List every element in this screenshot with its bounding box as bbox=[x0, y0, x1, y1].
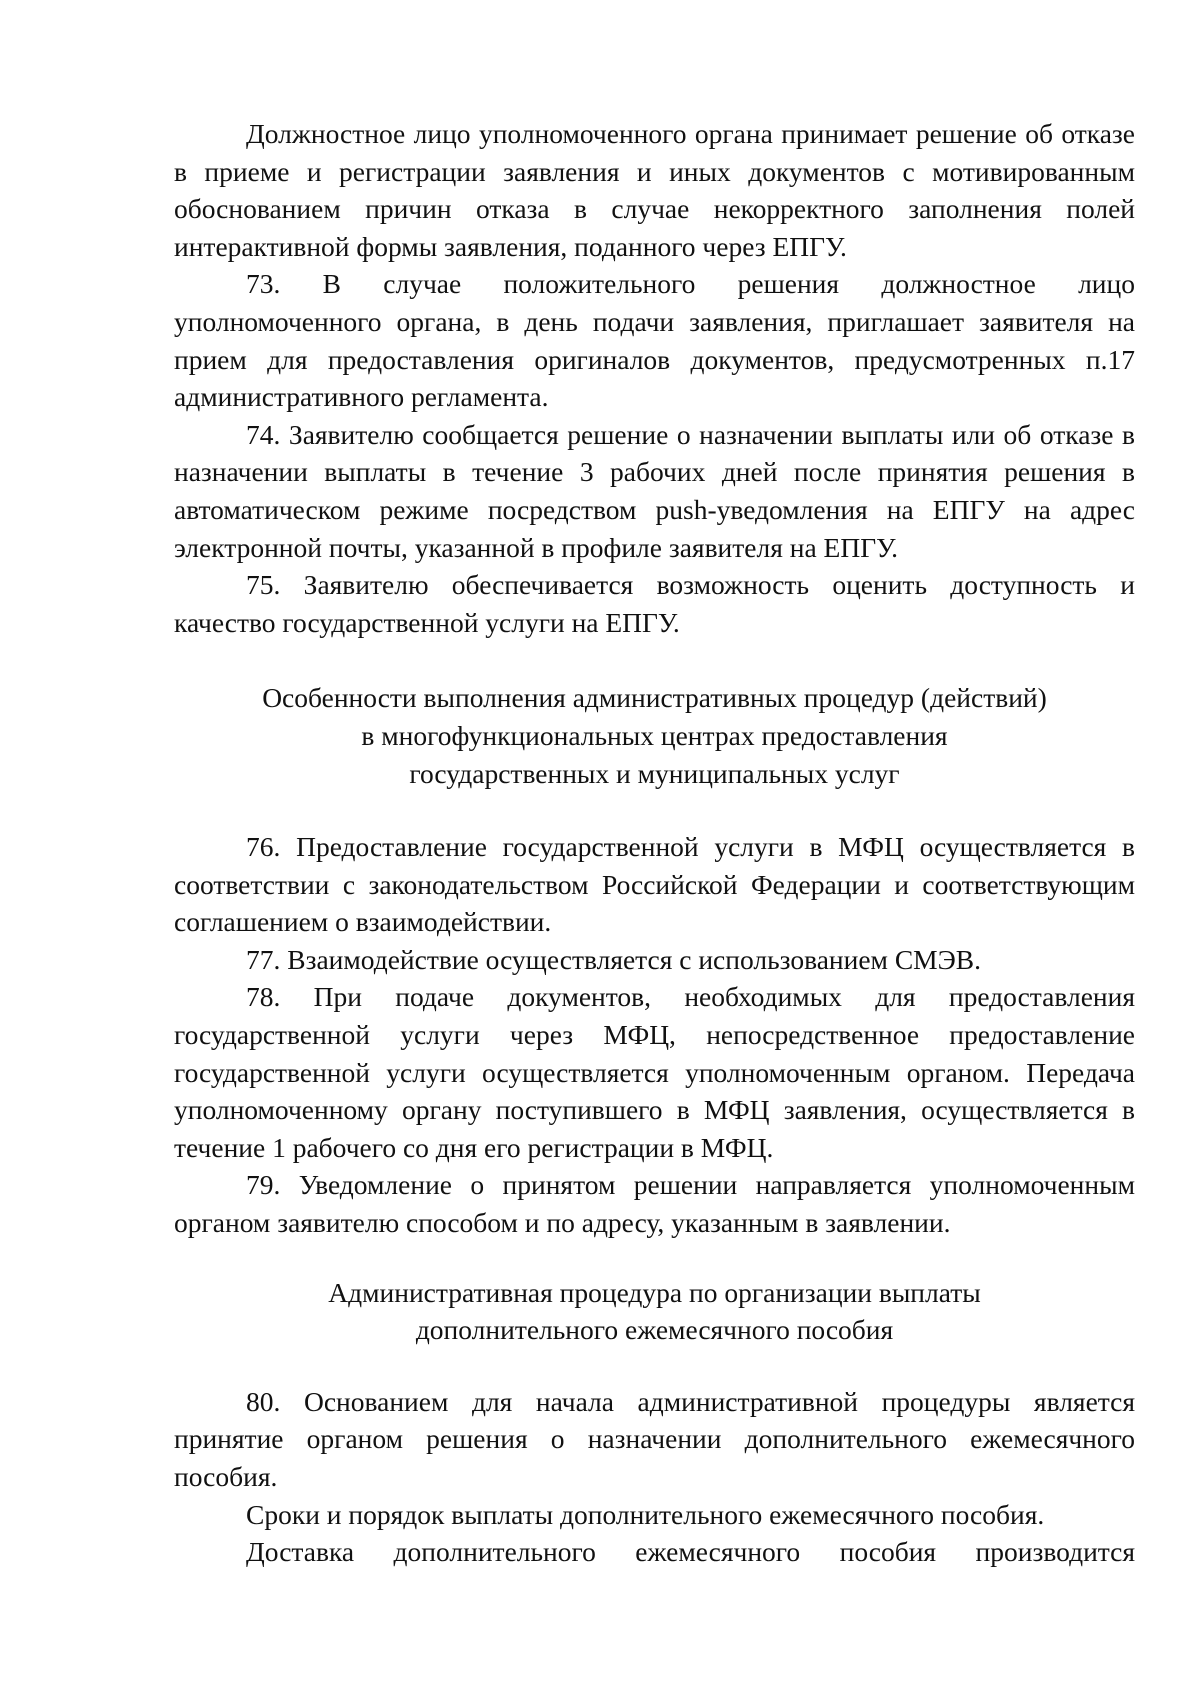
paragraph-79: 79. Уведомление о принятом решении направляется уполномоченным органом заявителю способом и по адресу, указанным в заявлении. bbox=[174, 1169, 1135, 1239]
paragraph-refusal-decision: Должностное лицо уполномоченного органа принимает решение об отказе в приеме и регистрации заявления и иных документов с мотивированным обоснованием причин отказа в случае некорректного заполнения полей интерактивной формы заявления, поданного через ЕПГУ. bbox=[174, 118, 1135, 262]
paragraph-78: 78. При подаче документов, необходимых для предоставления государственной услуги через МФЦ, непосредственное предоставление государственной услуги осуществляется уполномоченным органом. Передача уполномоченному органу поступившего в МФЦ заявления, осуществляется в течение 1 рабочего со дня его регистрации в МФЦ. bbox=[174, 981, 1135, 1163]
section-heading-mfc bbox=[174, 679, 1135, 792]
section-heading-line: в многофункциональных центрах предоставления bbox=[361, 719, 948, 751]
paragraph-74: 74. Заявителю сообщается решение о назначении выплаты или об отказе в назначении выплаты в течение 3 рабочих дней после принятия решения в автоматическом режиме посредством push-уведомления на ЕПГУ на адрес электронной почты, указанной в профиле заявителя на ЕПГУ. bbox=[174, 418, 1135, 563]
paragraph-payment-terms: Сроки и порядок выплаты дополнительного ежемесячного пособия. bbox=[246, 1498, 1045, 1530]
paragraph-75: 75. Заявителю обеспечивается возможность оценить доступность и качество государственной услуги на ЕПГУ. bbox=[174, 569, 1135, 638]
section-heading-line: Административная процедура по организации выплаты bbox=[328, 1276, 981, 1308]
paragraph-77: 77. Взаимодействие осуществляется с использованием СМЭВ. bbox=[246, 943, 981, 975]
paragraph-80: 80. Основанием для начала административной процедуры является принятие органом решения о назначении дополнительного ежемесячного пособия. bbox=[174, 1385, 1135, 1492]
section-heading-line: дополнительного ежемесячного пособия bbox=[415, 1314, 894, 1346]
paragraph-76: 76. Предоставление государственной услуги в МФЦ осуществляется в соответствии с законодательством Российской Федерации и соответствующим соглашением о взаимодействии. bbox=[174, 831, 1135, 938]
section-heading-line: Особенности выполнения административных процедур (действий) bbox=[262, 682, 1047, 714]
paragraph-delivery: Доставка дополнительного ежемесячного пособия производится bbox=[246, 1536, 1135, 1568]
section-heading-payment bbox=[174, 1274, 1135, 1349]
section-heading-line: государственных и муниципальных услуг bbox=[409, 757, 900, 789]
paragraph-73: 73. В случае положительного решения должностное лицо уполномоченного органа, в день подачи заявления, приглашает заявителя на прием для предоставления оригиналов документов, предусмотренных п.17 административного регламента. bbox=[174, 268, 1135, 413]
document-page bbox=[174, 115, 1135, 1571]
